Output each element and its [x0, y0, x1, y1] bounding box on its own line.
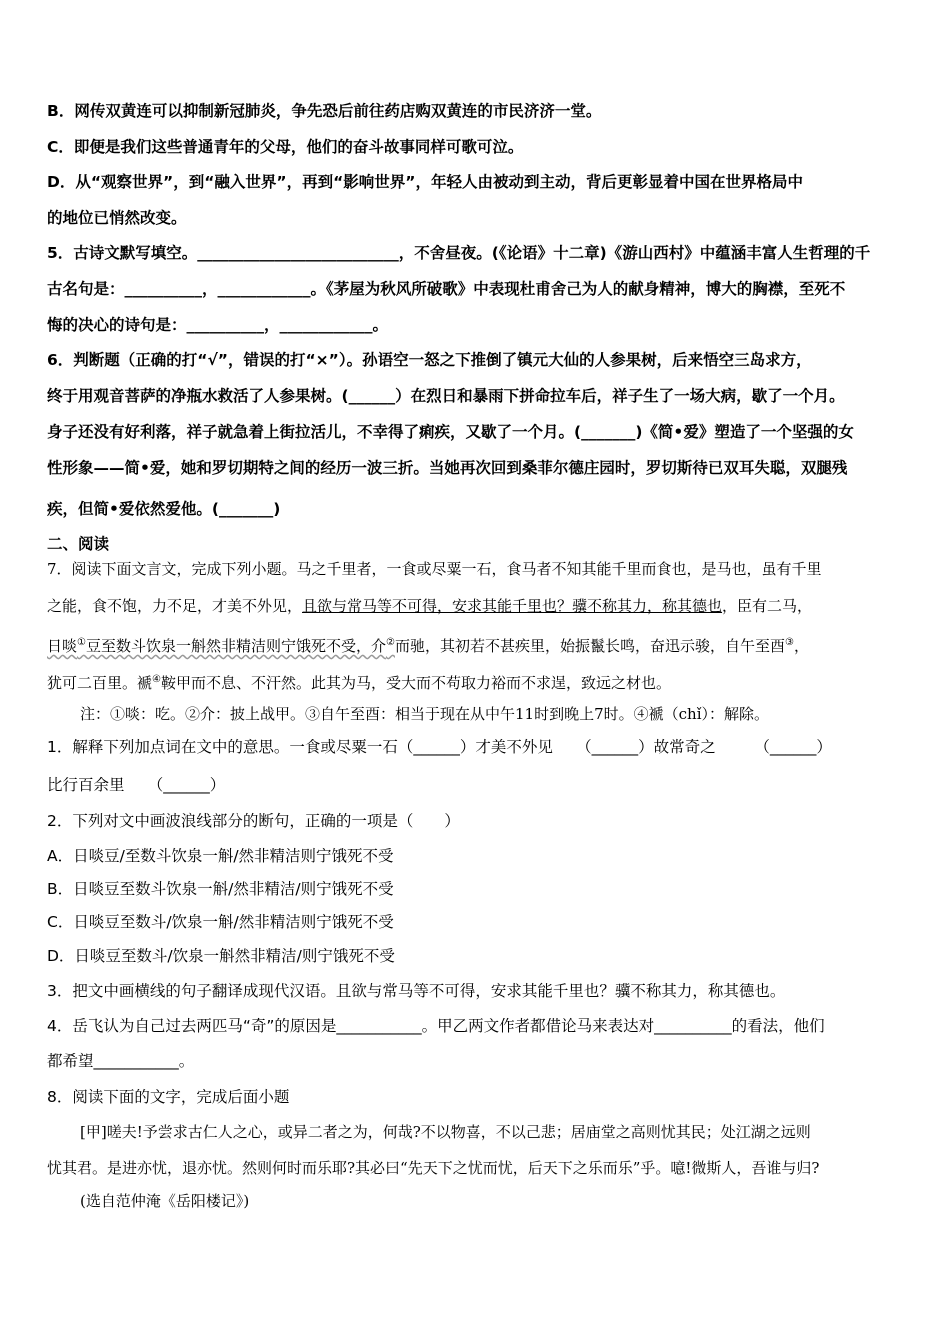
text: ，臣有二马，	[722, 597, 813, 615]
q7-option-b: B．日啖豆至数斗饮泉一斛/然非精洁/则宁饿死不受	[47, 880, 394, 898]
option-b: B．网传双黄连可以抑制新冠肺炎，争先恐后前往药店购双黄连的市民济济一堂。	[47, 102, 602, 120]
q6-line: 身子还没有好利落，祥子就急着上街拉活儿，不幸得了痢疾，又歇了一个月。(_______)《简•爱》塑造了一个坚强的女	[47, 423, 854, 441]
q7-passage-line: 日啖①豆至数斗饮泉一斛然非精洁则宁饿死不受，介②而驰，其初若不甚疾里，始振鬣长鸣，奋迅示骏，自午至酉③，	[47, 637, 809, 655]
q5-line: 5．古诗文默写填空。__________________________，不舍昼夜。(《论语》十二章)《游山西村》中蕴涵丰富人生哲理的千	[47, 244, 871, 262]
q7-option-c: C．日啖豆至数斗/饮泉一斛/然非精洁则宁饿死不受	[47, 913, 394, 931]
q6-line: 终于用观音菩萨的净瓶水救活了人参果树。(______）在烈日和暴雨下拼命拉车后，祥子生了一场大病，歇了一个月。	[47, 387, 845, 405]
q7-passage-line: 7．阅读下面文言文，完成下列小题。马之千里者，一食或尽粟一石，食马者不知其能千里而食也，是马也，虽有千里	[47, 560, 822, 578]
footnote-mark: ④	[152, 674, 161, 685]
section-title: 二、阅读	[47, 535, 110, 553]
q7-passage-line	[47, 596, 812, 616]
q6-line: 6．判断题（正确的打“√”，错误的打“×”）。孙语空一怒之下推倒了镇元大仙的人参果树，后来悟空三岛求方，	[47, 351, 812, 369]
q8-passage-line: [甲]嗟夫!予尝求古仁人之心，或异二者之为，何哉?不以物喜，不以己悲；居庙堂之高则忧其民；处江湖之远则	[80, 1123, 811, 1141]
q7-sub2: 2．下列对文中画波浪线部分的断句，正确的一项是（ ）	[47, 812, 460, 830]
option-d-cont: 的地位已悄然改变。	[47, 209, 187, 227]
text: 而驰，其初若不甚疾里，始振鬣长鸣，奋迅示骏，自午至酉	[394, 637, 785, 655]
option-d: D．从“观察世界”，到“融入世界”，再到“影响世界”，年轻人由被动到主动，背后更彰显着中国在世界格局中	[47, 173, 803, 191]
q7-note: 注：①啖：吃。②介：披上战甲。③自午至酉：相当于现在从中午11时到晚上7时。④褫（chǐ）：解除。	[80, 705, 769, 723]
q7-passage-line: 犹可二百里。褫④鞍甲而不息、不汗然。此其为马，受大而不苟取力裕而不求逞，致远之材也。	[47, 674, 671, 692]
underlined-sentence: 且欲与常马等不可得，安求其能千里也？骥不称其力，称其德也	[302, 597, 723, 615]
q7-option-a: A．日啖豆/至数斗饮泉一斛/然非精洁则宁饿死不受	[47, 847, 394, 865]
q7-sub4: 4．岳飞认为自己过去两匹马“奇”的原因是___________。甲乙两文作者都借论马来表达对__________的看法，他们	[47, 1017, 825, 1035]
footnote-mark: ③	[784, 637, 794, 648]
wavy-underlined-text: 日啖①豆至数斗饮泉一斛然非精洁则宁饿死不受，介②	[47, 637, 395, 655]
q8-passage-line: 忧其君。是进亦忧，退亦忧。然则何时而乐耶?其必曰“先天下之忧而忧，后天下之乐而乐”乎。噫!微斯人，吾谁与归?	[47, 1159, 820, 1177]
q6-line: 性形象——简•爱，她和罗切期特之间的经历一波三折。当她再次回到桑菲尔德庄园时，罗切斯待已双耳失聪，双腿残	[47, 459, 848, 477]
q7-sub1-cont: 比行百余里 （______）	[47, 776, 226, 794]
q5-line: 悔的决心的诗句是：__________，____________。	[47, 316, 389, 334]
q7-sub4-cont: 都希望___________。	[47, 1052, 195, 1070]
q8-source: (选自范仲淹《岳阳楼记》)	[80, 1192, 250, 1210]
option-c: C．即便是我们这些普通青年的父母，他们的奋斗故事同样可歌可泣。	[47, 138, 524, 156]
q7-sub3: 3．把文中画横线的句子翻译成现代汉语。且欲与常马等不可得，安求其能千里也？骥不称其力，称其德也。	[47, 982, 786, 1000]
q5-line: 古名句是：__________，____________。《茅屋为秋风所破歌》中表现杜甫舍己为人的献身精神，博大的胸襟，至死不	[47, 280, 846, 298]
text: 之能，食不饱，力不足，才美不外见，	[47, 597, 303, 615]
q7-sub1: 1．解释下列加点词在文中的意思。一食或尽粟一石（______）才美不外见 （______）故常奇之 （______）	[47, 738, 832, 756]
q7-option-d: D．日啖豆至数斗/饮泉一斛然非精洁/则宁饿死不受	[47, 947, 395, 965]
q6-line: 疾，但简•爱依然爱他。(_______)	[47, 500, 281, 518]
q8-title: 8．阅读下面的文字，完成后面小题	[47, 1088, 290, 1106]
